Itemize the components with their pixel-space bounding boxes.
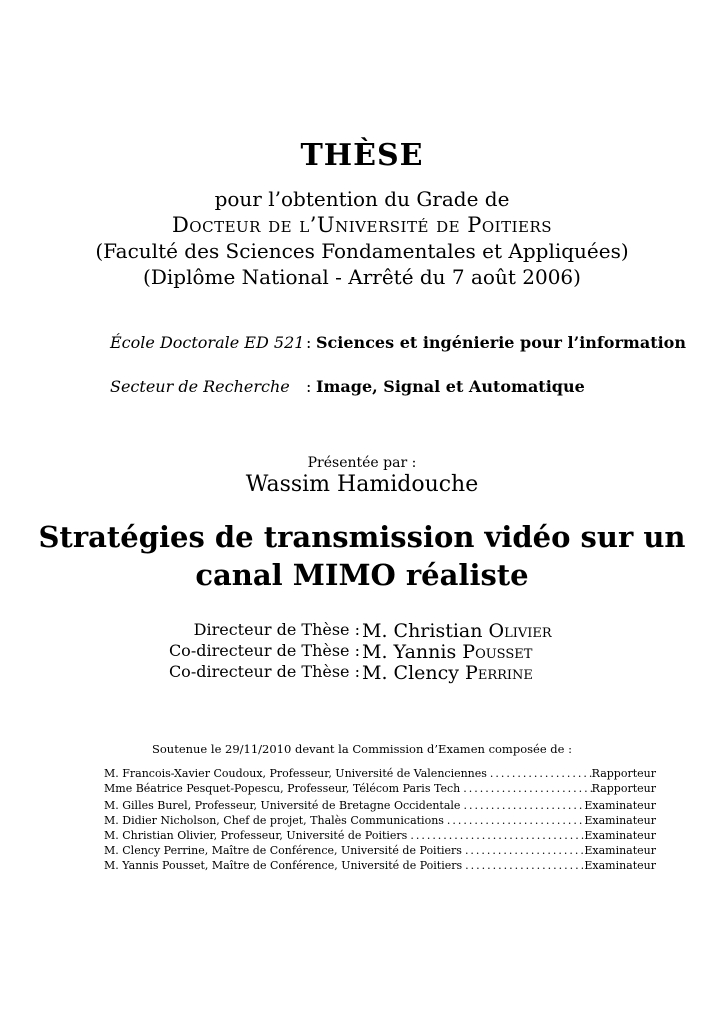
co-advisor-first-name: M. Yannis [362, 641, 463, 663]
dot-leader [462, 843, 584, 858]
advisor-name [362, 620, 552, 642]
co-advisor-last-name: Perrine [465, 662, 533, 684]
advisor-last-name: Olivier [488, 620, 552, 642]
jury-member-role: Examinateur [584, 814, 656, 827]
faculty-line: (Faculté des Sciences Fondamentales et Appliquées) [95, 239, 629, 263]
jury-reviewers [104, 766, 656, 796]
jury-member-role: Examinateur [584, 829, 656, 842]
research-sector-value: Image, Signal et Automatique [316, 377, 585, 396]
research-sector-separator: : [306, 377, 312, 396]
jury-member-name: M. Gilles Burel, Professeur, Université de Bretagne Occidentale [104, 799, 461, 812]
jury-member-role: Rapporteur [591, 782, 656, 795]
jury-member-name: M. Clency Perrine, Maître de Conférence, Université de Poitiers [104, 844, 462, 857]
jury-member-role: Rapporteur [591, 767, 656, 780]
dot-leader [460, 781, 591, 796]
jury-member-name: M. Yannis Pousset, Maître de Conférence, Université de Poitiers [104, 859, 463, 872]
jury-row [104, 858, 656, 873]
co-advisor-first-name: M. Clency [362, 662, 466, 684]
dot-leader [462, 858, 584, 873]
jury-row [104, 828, 656, 843]
author-name: Wassim Hamidouche [245, 472, 479, 497]
dot-leader [460, 798, 584, 813]
doctoral-school-value: Sciences et ingénierie pour l’information [316, 333, 686, 352]
jury-member-role: Examinateur [584, 859, 656, 872]
jury-member-name: M. Francois-Xavier Coudoux, Professeur, Université de Valenciennes [104, 767, 487, 780]
thesis-title: Stratégies de transmission vidéo sur un canal MIMO réaliste [38, 520, 686, 592]
co-advisor-last-name: Pousset [462, 641, 533, 663]
presented-by-label: Présentée par : [307, 455, 417, 471]
grade-line: pour l’obtention du Grade de [214, 187, 510, 211]
co-advisor-name [362, 662, 533, 684]
jury-member-name: M. Didier Nicholson, Chef de projet, Thalès Communications [104, 814, 444, 827]
jury-row [104, 813, 656, 828]
jury-row [104, 798, 656, 813]
dot-leader [487, 766, 592, 781]
jury-member-role: Examinateur [584, 799, 656, 812]
co-advisor-role: Co-directeur de Thèse : [168, 662, 360, 681]
jury-member-name: M. Christian Olivier, Professeur, Université de Poitiers [104, 829, 408, 842]
jury-row [104, 781, 656, 796]
co-advisor-name [362, 641, 532, 663]
doctoral-school-separator: : [306, 333, 312, 352]
jury-member-role: Examinateur [584, 844, 656, 857]
jury-examiners [104, 798, 656, 873]
doctoral-school-label: École Doctorale ED 521 [110, 333, 305, 352]
dot-leader [407, 828, 584, 843]
degree-line: Docteur de l’Université de Poitiers [171, 213, 553, 237]
diploma-line: (Diplôme National - Arrêté du 7 août 2006) [143, 265, 581, 289]
thesis-heading: THÈSE [300, 138, 424, 173]
advisor-first-name: M. Christian [362, 620, 489, 642]
jury-row [104, 843, 656, 858]
advisor-role: Directeur de Thèse : [193, 620, 360, 639]
jury-row [104, 766, 656, 781]
co-advisor-role: Co-directeur de Thèse : [168, 641, 360, 660]
dot-leader [444, 813, 584, 828]
research-sector-label: Secteur de Recherche [110, 377, 290, 396]
defense-statement: Soutenue le 29/11/2010 devant la Commission d’Examen composée de : [151, 742, 572, 756]
jury-member-name: Mme Béatrice Pesquet-Popescu, Professeur, Télécom Paris Tech [104, 782, 461, 795]
